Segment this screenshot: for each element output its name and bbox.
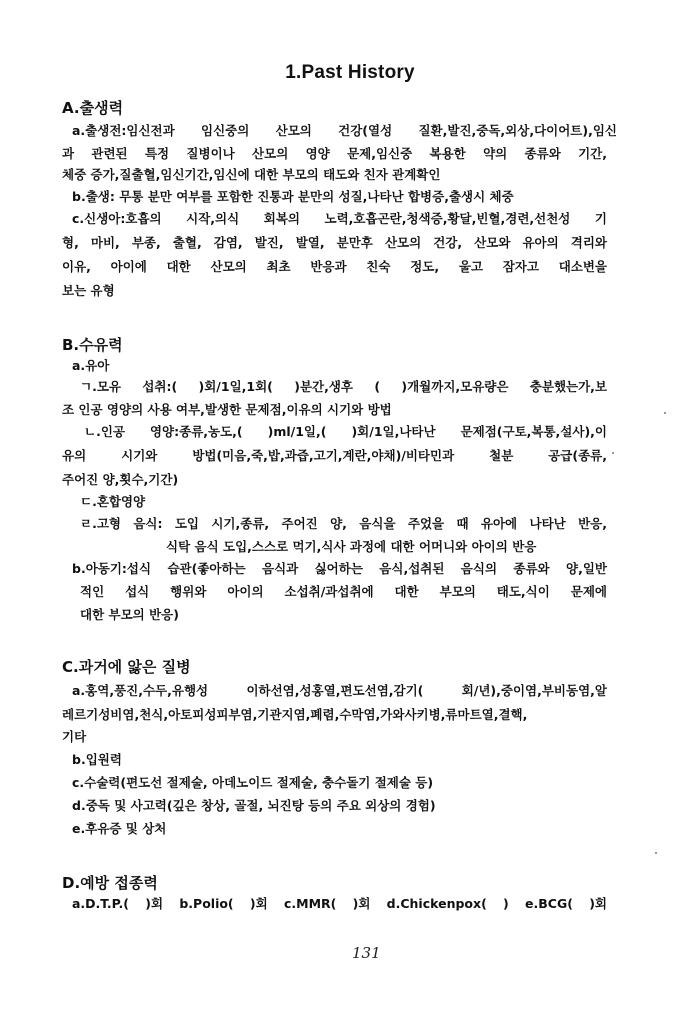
section-b-heading: B.수유력 [62, 336, 123, 354]
section-a-line: 체중 증가,질출혈,임신기간,임신에 대한 부모의 태도와 친자 관계확인 [62, 167, 441, 182]
section-c-line: c.수술력(편도선 절제술, 아데노이드 절제술, 충수돌기 절제술 등) [72, 775, 434, 790]
section-a-line: 보는 유형 [62, 283, 115, 298]
section-b-line: a.유아 [72, 358, 110, 373]
section-b-line: b.아동기:섭식 습관(좋아하는 음식과 싫어하는 음식,섭취된 음식의 종류와 양,일반 [72, 561, 607, 576]
section-a-line: 형, 마비, 부종, 출혈, 감염, 발진, 발열, 분만후 산모의 건강, 산모와 유아의 격리와 [62, 235, 607, 250]
section-b-line: 식탁 음식 도입,스스로 먹기,식사 과정에 대한 어머니와 아이의 반응 [166, 539, 537, 554]
section-a-line: c.신생아:호흡의 시작,의식 회복의 노력,호흡곤란,청색증,황달,빈혈,경련,선천성 기 [72, 211, 607, 226]
page-title: 1.Past History [285, 62, 415, 83]
scan-speck [655, 852, 657, 854]
section-c-line: 기타 [62, 729, 87, 744]
section-d-heading: D.예방 접종력 [62, 874, 158, 892]
section-b-line: 주어진 양,횟수,기간) [62, 472, 179, 487]
section-a-heading: A.출생력 [62, 99, 124, 117]
section-c-line: a.홍역,풍진,수두,유행성 이하선염,성홍열,편도선염,감기( 회/년),중이염,부비동염,알 [72, 683, 607, 698]
scan-speck [612, 452, 614, 454]
section-c-line: 레르기성비염,천식,아토피성피부염,기관지염,폐렴,수막염,가와사키병,류마트열,결핵, [62, 707, 528, 722]
section-b-line: 적인 섭식 행위와 아이의 소섭취/과섭취에 대한 부모의 태도,식이 문제에 [80, 584, 607, 599]
section-c-line: d.중독 및 사고력(깊은 창상, 골절, 뇌진탕 등의 주요 외상의 경험) [72, 798, 436, 813]
section-b-line: 유의 시기와 방법(미음,죽,밥,과즙,고기,계란,야채)/비타민과 철분 공급(종류, [62, 448, 607, 463]
section-b-line: 대한 부모의 반응) [80, 607, 179, 622]
scan-speck [664, 412, 666, 414]
section-a-line: 이유, 아이에 대한 산모의 최초 반응과 친숙 정도, 울고 잠자고 대소변을 [62, 259, 607, 274]
page-number: 131 [352, 944, 381, 962]
section-b-line: ㄴ.인공 영양:종류,농도,( )ml/1일,( )회/1일,나타난 문제점(구토,복통,설사),이 [84, 424, 607, 439]
section-a-line: 과 관련된 특정 질병이나 산모의 영양 문제,임신중 복용한 약의 종류와 기간, [62, 146, 607, 161]
section-b-line: 조 인공 영양의 사용 여부,발생한 문제점,이유의 시기와 방법 [62, 402, 392, 417]
section-b-line: ㄱ.모유 섭취:( )회/1일,1회( )분간,생후 ( )개월까지,모유량은 충분했는가,보 [80, 379, 607, 394]
section-c-heading: C.과거에 앓은 질병 [62, 658, 191, 676]
section-c-line: b.입원력 [72, 752, 122, 767]
section-a-line: b.출생: 무통 분만 여부를 포함한 진통과 분만의 성질,나타난 합병증,출생시 체중 [72, 189, 514, 204]
section-c-line: e.후유증 및 상처 [72, 821, 167, 836]
section-b-line: ㄹ.고형 음식: 도입 시기,종류, 주어진 양, 음식을 주었을 때 유아에 나타난 반응, [80, 516, 607, 531]
section-a-line: a.출생전:임신전과 임신중의 산모의 건강(열성 질환,발진,중독,외상,다이어트),임신 [72, 123, 617, 138]
section-d-line: a.D.T.P.( )회 b.Polio( )회 c.MMR( )회 d.Chickenpox( ) e.BCG( )회 [72, 896, 607, 911]
section-b-line: ㄷ.혼합영양 [80, 494, 146, 509]
